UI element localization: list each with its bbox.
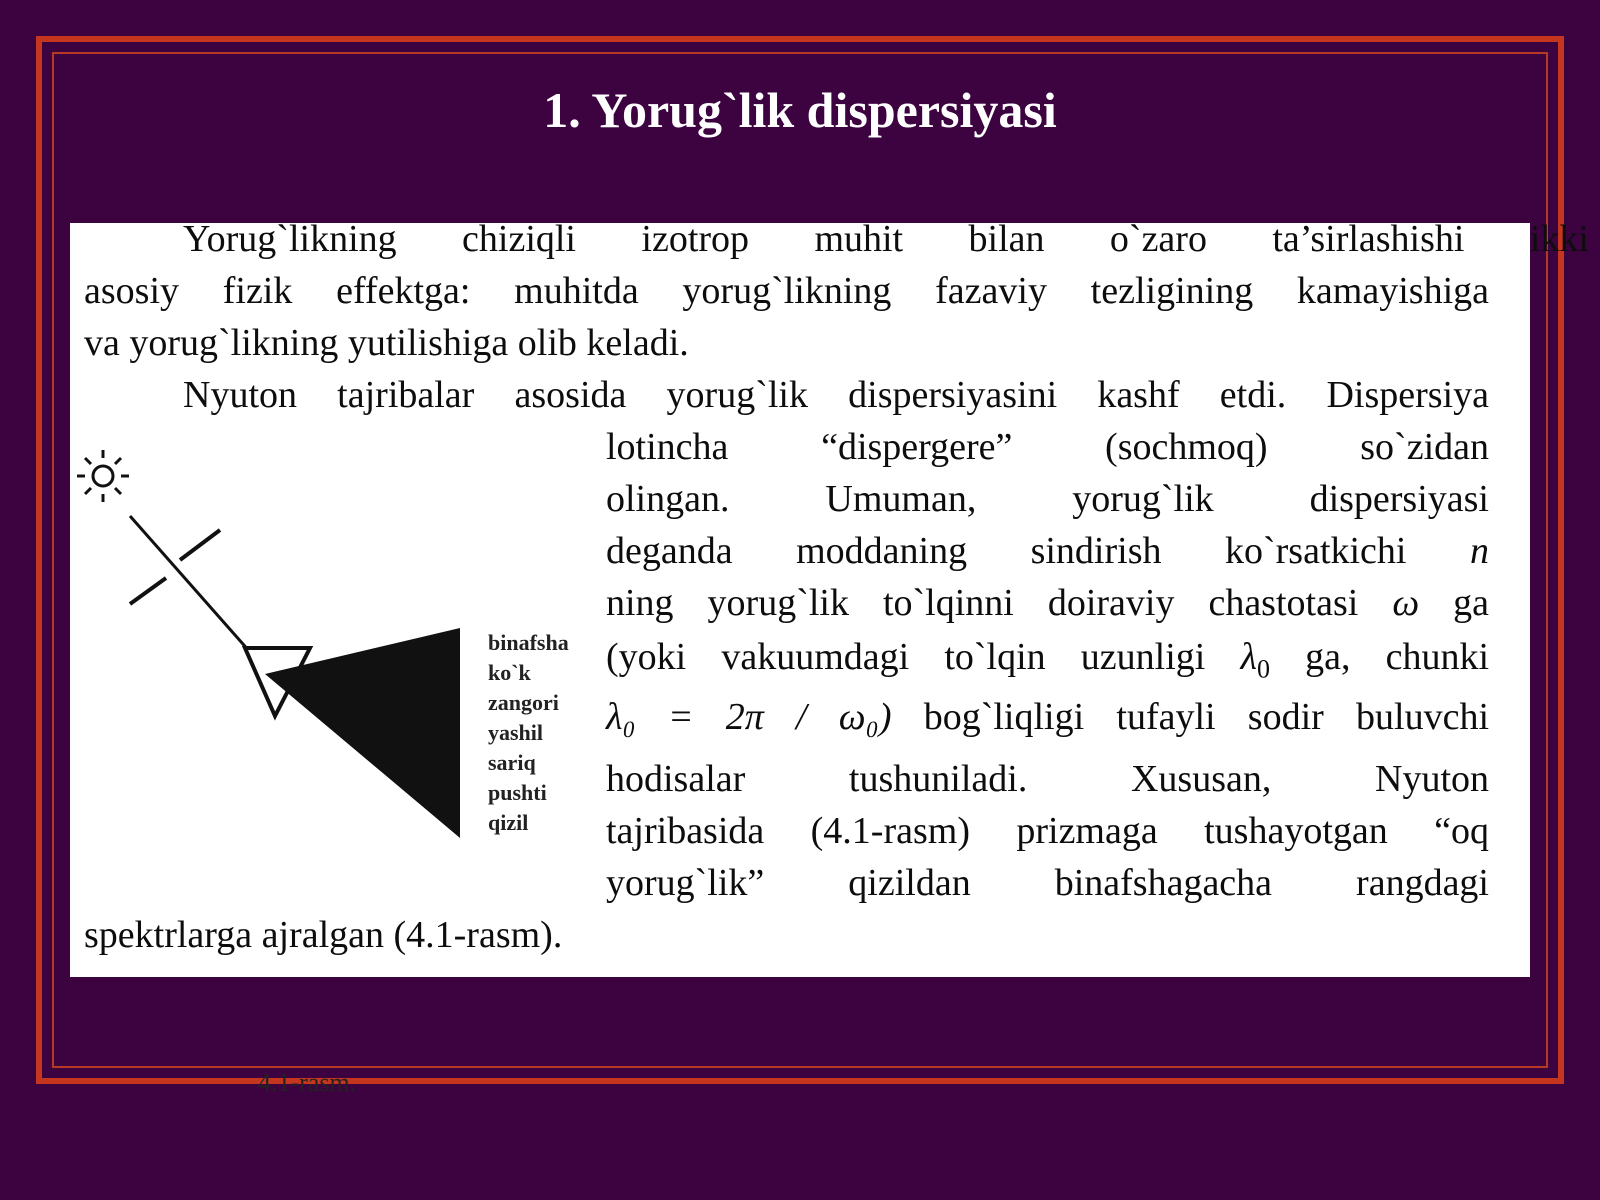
paragraph2-line10: yorug`lik” qizildan binafshagacha rangdagi bbox=[606, 862, 1489, 904]
label-violet: binafsha bbox=[488, 630, 569, 655]
lambda-char: λ bbox=[1240, 636, 1257, 678]
line4-text: deganda moddaning sindirish ko`rsatkichi bbox=[606, 530, 1407, 572]
sun-icon bbox=[77, 450, 129, 502]
paragraph1-line1: Yorug`likning chiziqli izotrop muhit bilan o`zaro ta’sirlashishi ikki bbox=[183, 218, 1589, 260]
wavelength-formula: λ₀ = 2π / ω₀) bbox=[606, 696, 892, 738]
lambda-subscript: 0 bbox=[1256, 654, 1270, 684]
paragraph2-line6 bbox=[606, 635, 1489, 692]
label-pink: pushti bbox=[488, 780, 547, 805]
label-cyan: zangori bbox=[488, 690, 559, 715]
label-green: yashil bbox=[488, 720, 544, 745]
label-yellow: sariq bbox=[488, 750, 536, 775]
line5-text: ning yorug`lik to`lqinni doiraviy chastotasi bbox=[606, 582, 1359, 624]
paragraph2-line4 bbox=[606, 529, 1489, 573]
paragraph2-line11: spektrlarga ajralgan (4.1-rasm). bbox=[84, 914, 563, 956]
paragraph2-line9: tajribasida (4.1-rasm) prizmaga tushayotgan “oq bbox=[606, 810, 1489, 852]
figure-caption: 4.1-rasm. bbox=[258, 1068, 357, 1097]
paragraph1-line3: va yorug`likning yutilishiga olib keladi. bbox=[84, 322, 689, 364]
label-blue: ko`k bbox=[488, 660, 531, 685]
paragraph2-line5 bbox=[606, 581, 1489, 625]
paragraph1-line2: asosiy fizik effektga: muhitda yorug`likning fazaviy tezligining kamayishiga bbox=[84, 270, 1489, 312]
line6-text: (yoki vakuumdagi to`lqin uzunligi bbox=[606, 636, 1206, 678]
line5-end: ga bbox=[1453, 582, 1490, 624]
slit-top bbox=[180, 530, 220, 560]
paragraph2-line3: olingan. Umuman, yorug`lik dispersiyasi bbox=[606, 478, 1489, 520]
paragraph2-line7 bbox=[606, 695, 1489, 739]
paragraph2-line2: lotincha “dispergere” (sochmoq) so`zidan bbox=[606, 426, 1489, 468]
slide-title: 1. Yorug`lik dispersiyasi bbox=[543, 82, 1057, 138]
label-red: qizil bbox=[488, 810, 529, 835]
omega-symbol: ω bbox=[1392, 582, 1420, 624]
incident-ray bbox=[130, 516, 250, 652]
paragraph2-line8: hodisalar tushuniladi. Xususan, Nyuton bbox=[606, 758, 1489, 800]
line6-end: ga, chunki bbox=[1305, 636, 1490, 678]
lambda-symbol bbox=[1240, 636, 1270, 684]
paragraph2-line1: Nyuton tajribalar asosida yorug`lik dispersiyasini kashf etdi. Dispersiya bbox=[183, 374, 1489, 416]
scanned-page bbox=[70, 218, 1589, 1097]
slit-bottom bbox=[130, 578, 166, 604]
refractive-index-symbol: n bbox=[1470, 530, 1489, 572]
line7-text: bog`liqligi tufayli sodir buluvchi bbox=[923, 696, 1489, 738]
